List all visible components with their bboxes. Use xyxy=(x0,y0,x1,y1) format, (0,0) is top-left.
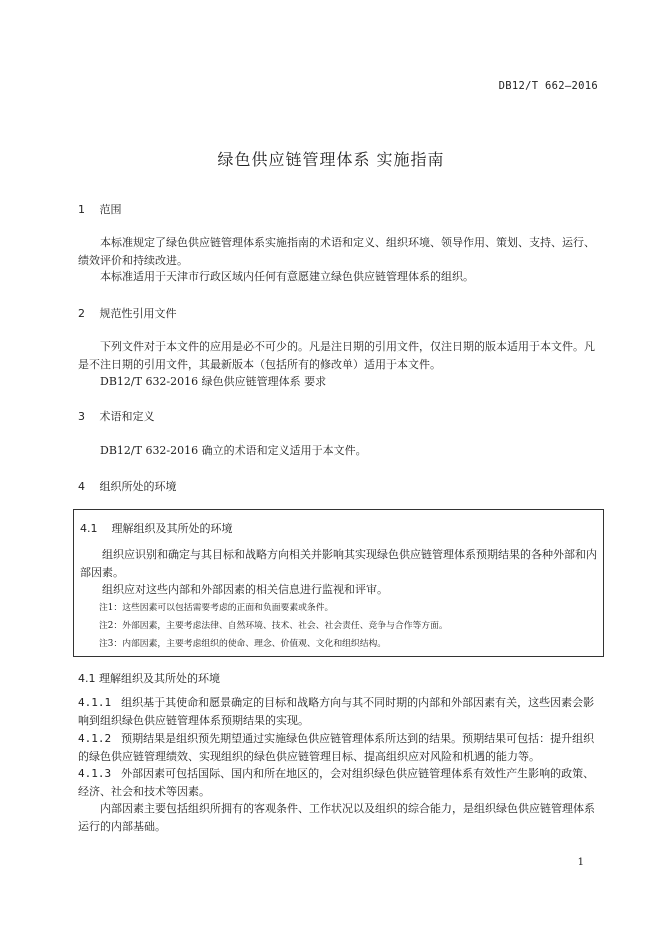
section-2-heading xyxy=(78,305,177,321)
clause-text: 预期结果是组织预先期望通过实施绿色供应链管理体系所达到的结果。预期结果可包括：提升组织的绿色供应链管理绩效、实现组织的绿色供应链管理目标、提高组织应对风险和机遇的能力等。 xyxy=(78,732,595,763)
clause-number: 4.1.1 xyxy=(78,696,112,709)
clause-4-1-2 xyxy=(78,730,604,765)
section-number: 3 xyxy=(78,410,85,423)
section-2-reference: DB12/T 632-2016 绿色供应链管理体系 要求 xyxy=(100,375,327,388)
section-3-paragraph-1: DB12/T 632-2016 确立的术语和定义适用于本文件。 xyxy=(100,444,367,457)
box-paragraph-1: 组织应识别和确定与其目标和战略方向相关并影响其实现绿色供应链管理体系预期结果的各种外部和内部因素。 xyxy=(80,548,597,579)
box-heading-title: 理解组织及其所处的环境 xyxy=(111,522,233,535)
clause-number: 4.1.2 xyxy=(78,732,112,745)
box-note-1: 注1：这些因素可以包括需要考虑的正面和负面要素或条件。 xyxy=(99,603,334,613)
section-1-paragraph-1: 本标准规定了绿色供应链管理体系实施指南的术语和定义、组织环境、领导作用、策划、支持、运行、绩效评价和持续改进。 xyxy=(78,236,595,267)
box-heading xyxy=(80,520,233,536)
section-number: 1 xyxy=(78,203,85,216)
section-2-paragraph-1: 下列文件对于本文件的应用是必不可少的。凡是注日期的引用文件，仅注日期的版本适用于本文件。凡是不注日期的引用文件，其最新版本（包括所有的修改单）适用于本文件。 xyxy=(78,340,595,371)
page-number: 1 xyxy=(577,857,584,868)
section-title: 组织所处的环境 xyxy=(99,480,177,493)
section-3-heading xyxy=(78,408,155,424)
section-1-heading xyxy=(78,201,122,217)
clause-text: 外部因素可包括国际、国内和所在地区的，会对组织绿色供应链管理体系有效性产生影响的政策、经济、社会和技术等因素。 xyxy=(78,767,595,798)
clause-4-1-3 xyxy=(78,765,604,800)
box-heading-number: 4.1 xyxy=(80,522,98,535)
clause-4-1-1 xyxy=(78,694,604,729)
section-title: 范围 xyxy=(99,203,122,216)
internal-factors-paragraph: 内部因素主要包括组织所拥有的客观条件、工作状况以及组织的综合能力，是组织绿色供应链管理体系运行的内部基础。 xyxy=(78,802,595,833)
box-note-2: 注2：外部因素，主要考虑法律、自然环境、技术、社会、社会责任、竞争与合作等方面。 xyxy=(99,621,448,631)
section-number: 2 xyxy=(78,307,85,320)
guide-heading: 4.1 理解组织及其所处的环境 xyxy=(78,672,220,685)
section-title: 术语和定义 xyxy=(99,410,155,423)
section-title: 规范性引用文件 xyxy=(99,307,177,320)
box-note-3: 注3：内部因素，主要考虑组织的使命、理念、价值观、文化和组织结构。 xyxy=(99,639,387,649)
document-title: 绿色供应链管理体系 实施指南 xyxy=(217,150,445,169)
clause-text: 组织基于其使命和愿景确定的目标和战略方向与其不同时期的内部和外部因素有关，这些因素会影响到组织绿色供应链管理体系预期结果的实现。 xyxy=(78,696,595,727)
section-4-heading xyxy=(78,478,177,494)
clause-number: 4.1.3 xyxy=(78,767,112,780)
box-paragraph-2: 组织应对这些内部和外部因素的相关信息进行监视和评审。 xyxy=(102,583,388,596)
standard-number: DB12/T 662—2016 xyxy=(498,80,598,92)
section-number: 4 xyxy=(78,480,85,493)
section-1-paragraph-2: 本标准适用于天津市行政区域内任何有意愿建立绿色供应链管理体系的组织。 xyxy=(100,270,474,283)
